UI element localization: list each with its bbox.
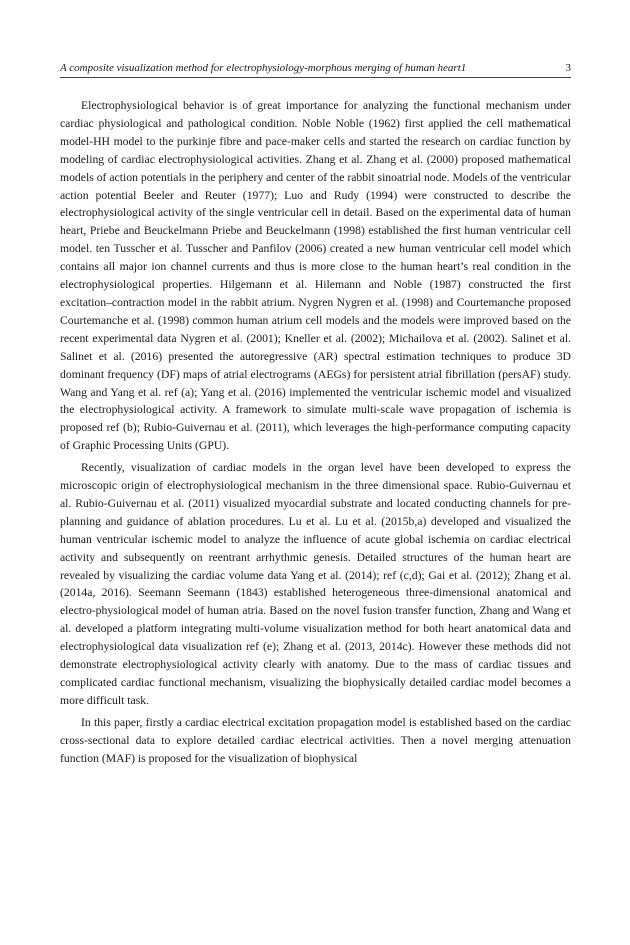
running-header [60,61,571,78]
body-text [60,97,571,772]
paragraph-cardiac-visualization: Recently, visualization of cardiac models in the organ level have been developed to express the microscopic origin of electrophysiological mechanism in the three dimensional space. Rubio-Guivernau et al. Rubio-Guivernau et al. (2011) visualized myocardial substrate and located conducting channels for pre-planning and guidance of ablation procedures. Lu et al. Lu et al. (2015b,a) developed and visualized the human ventricular ischemic model to analyze the influence of acute global ischemia on cardiac electrical activity and subsequently on reentrant arrhythmic genesis. Detailed structures of the human heart are revealed by visualizing the cardiac volume data Yang et al. (2014); ref (c,d); Gai et al. (2012); Zhang et al. (2014a, 2016). Seemann Seemann (1843) established heterogeneous three-dimensional anatomical and electro-physiological model of human atria. Based on the novel fusion transfer function, Zhang and Wang et al. developed a platform integrating multi-volume visualization method for both heart anatomical data and electrophysiological data visualization ref (e); Zhang et al. (2013, 2014c). However these methods did not demonstrate electrophysiological activity clearly with anatomy. Due to the mass of cardiac tissues and complicated cardiac functional mechanism, visualizing the biophysically detailed cardiac model becomes a more difficult task. [60,461,571,707]
paragraph-electrophysiological-models: Electrophysiological behavior is of great importance for analyzing the functional mechanism under cardiac physiological and pathological condition. Noble Noble (1962) first applied the cell mathematical model-HH model to the purkinje fibre and pace-maker cells and started the research on cardiac function by modeling of cardiac electrophysiological activities. Zhang et al. Zhang et al. (2000) proposed mathematical models of action potentials in the periphery and center of the rabbit sinoatrial node. Models of the ventricular action potential Beeler and Reuter (1977); Luo and Rudy (1994) were constructed to describe the electrophysiological activity of the single ventricular cell in detail. Based on the experimental data of human heart, Priebe and Beuckelmann Priebe and Beuckelmann (1998) established the first human ventricular cell model. ten Tusscher et al. Tusscher and Panfilov (2006) created a new human ventricular cell model which contains all major ion channel currents and thus is more close to the human heart’s real condition in the electrophysiological properties. Hilgemann et al. Hilemann and Noble (1987) constructed the first excitation–contraction model in the rabbit atrium. Nygren Nygren et al. (1998) and Courtemanche proposed Courtemanche et al. (1998) common human atrium cell models and the models were improved based on the recent experimental data Nygren et al. (2001); Kneller et al. (2002); Michailova et al. (2002). Salinet et al. Salinet et al. (2016) presented the autoregressive (AR) spectral estimation techniques to produce 3D dominant frequency (DF) maps of atrial electrograms (AEGs) for persistent atrial fibrillation (persAF) study. Wang and Yang et al. ref (a); Yang et al. (2016) implemented the ventricular ischemic model and visualized the electrophysiological activity. A framework to simulate multi-scale wave propagation of ischemia is proposed ref (b); Rubio-Guivernau et al. (2011), which leverages the high-performance computing capacity of Graphic Processing Units (GPU). [60,99,571,453]
paragraph-this-paper: In this paper, firstly a cardiac electrical excitation propagation model is established based on the cardiac cross-sectional data to explore detailed cardiac electrical activities. Then a novel merging attenuation function (MAF) is proposed for the visualization of biophysical [60,715,571,765]
page-number: 3 [565,62,571,74]
running-title: A composite visualization method for electrophysiology-morphous merging of human heart1 [60,62,467,74]
